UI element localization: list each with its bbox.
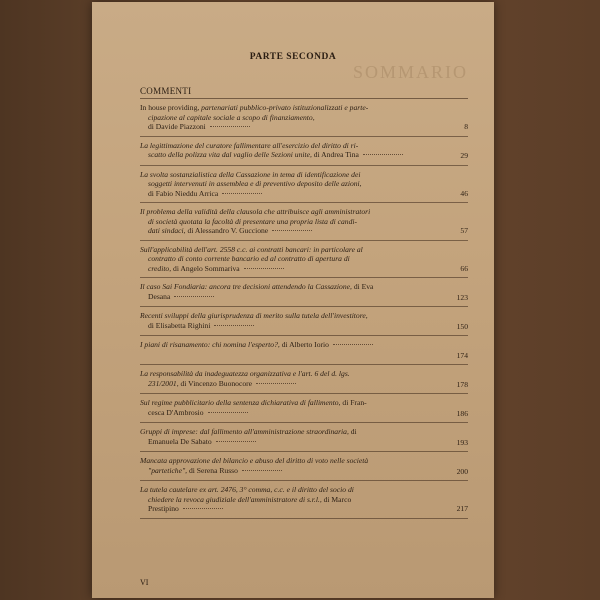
toc-title-italic: 231/2001, — [148, 378, 181, 388]
leader-dots — [183, 508, 223, 509]
leader-dots — [272, 230, 312, 231]
toc-author: cesca D'Ambrosio — [148, 407, 204, 417]
toc-entry — [140, 394, 468, 423]
toc-entry-line: di società quotata la facoltà di presentare una propria lista di candi- — [148, 216, 358, 226]
toc-author: Prestipino — [148, 504, 179, 513]
toc-title-italic: Sul regime pubblicitario della sentenza dichiarativa di fallimento, — [140, 398, 343, 407]
toc-author: di Angelo Sommariva — [173, 263, 240, 273]
toc-author: Desana — [148, 291, 171, 301]
toc-entry-line: La legittimazione del curatore fallimentare all'esercizio del diritto di ri- — [140, 140, 359, 150]
toc-page-number: 178 — [456, 379, 468, 389]
toc-author: di Alessandro V. Guccione — [187, 226, 269, 235]
toc-entry-line — [140, 292, 438, 302]
bleed-through-text: SOMMARIO — [352, 62, 468, 82]
leader-dots — [208, 412, 248, 413]
toc-entry — [140, 452, 468, 481]
leader-dots — [244, 268, 284, 269]
toc-author: di Davide Piazzoni — [148, 122, 206, 131]
toc-page-number: 29 — [460, 151, 468, 160]
toc-entry — [140, 137, 468, 166]
folio-page-number: VI — [140, 578, 149, 587]
toc-entry-line — [140, 504, 438, 514]
toc-entry-line — [140, 103, 438, 113]
toc-author: di Serena Russo — [188, 465, 238, 475]
toc-entry — [140, 166, 468, 204]
toc-page-number: 46 — [460, 188, 468, 198]
toc-page-number: 66 — [460, 263, 468, 273]
toc-title-italic: credito, — [148, 263, 174, 273]
toc-entry — [140, 481, 468, 519]
toc-page-number: 217 — [456, 504, 468, 513]
toc-title-italic: partenariati pubblico-privato istituzionalizzati e parte- — [201, 103, 369, 112]
toc-author: di — [350, 427, 357, 436]
toc-author: di Vincenzo Buonocore — [180, 378, 253, 388]
part-title: PARTE SECONDA — [249, 52, 337, 62]
toc-author: di Alberto Iorio — [281, 340, 329, 349]
toc-entry-line — [140, 321, 438, 331]
toc-author: di Elisabetta Righini — [148, 320, 211, 330]
toc-author: di Marco — [323, 494, 352, 504]
toc-entry — [140, 307, 468, 336]
toc-entry — [140, 241, 468, 279]
toc-page-number: 186 — [456, 408, 468, 418]
toc-entry-line — [140, 379, 438, 389]
leader-dots — [242, 470, 282, 471]
leader-dots — [333, 344, 373, 345]
toc-entry — [140, 278, 468, 307]
toc-page-number: 123 — [456, 292, 468, 302]
toc-entry — [140, 423, 468, 452]
toc-entry-line — [140, 466, 438, 476]
toc-entry-line: Sull'applicabilità dell'art. 2558 c.c. ai contratti bancari: in particolare al — [140, 244, 363, 254]
table-of-contents — [140, 98, 468, 519]
section-label: COMMENTI — [140, 86, 192, 96]
toc-entry-line: La svolta sostanzialistica della Cassazione in tema di identificazione dei — [140, 169, 361, 179]
toc-page-number: 193 — [456, 437, 468, 447]
toc-entry — [140, 203, 468, 241]
toc-entry-line: Il problema della validità della clausola che attribuisce agli amministratori — [140, 207, 371, 216]
toc-title-italic: scatto della polizza vita dal vaglio delle Sezioni unite, — [148, 150, 314, 159]
toc-entry-line — [140, 437, 438, 447]
toc-entry — [140, 99, 468, 137]
book-page — [92, 2, 494, 598]
toc-entry-line: Recenti sviluppi della giurisprudenza di merito sulla tutela dell'investitore, — [140, 311, 368, 320]
leader-dots — [210, 126, 250, 127]
toc-entry — [140, 365, 468, 394]
toc-entry-line — [140, 122, 438, 132]
leader-dots — [174, 296, 214, 297]
leader-dots — [216, 441, 256, 442]
toc-title-roman: In house providing, — [140, 103, 202, 112]
toc-title-italic: Il caso Sai Fondiaria: ancora tre decisioni attendendo la Cassazione, — [140, 282, 354, 291]
leader-dots — [222, 193, 262, 194]
leader-dots — [214, 325, 254, 326]
toc-page-number: 57 — [460, 226, 468, 235]
toc-entry-line — [140, 427, 438, 437]
toc-title-italic: I piani di risanamento: chi nomina l'esperto?, — [140, 340, 282, 349]
toc-entry-line: contratto di conto corrente bancario ed al contratto di apertura di — [148, 254, 350, 263]
toc-entry — [140, 336, 468, 365]
toc-entry-line: cipazione al capitale sociale a scopo di finanziamento, — [148, 112, 315, 122]
toc-entry-line: Mancata approvazione del bilancio e abuso del diritto di voto nelle società — [140, 456, 369, 465]
leader-dots — [256, 383, 296, 384]
toc-entry-line — [140, 408, 438, 418]
toc-author: di Eva — [353, 282, 374, 291]
toc-title-italic: Gruppi di imprese: dal fallimento all'amministrazione straordinaria, — [140, 427, 351, 436]
toc-entry-line — [140, 398, 438, 408]
toc-title-italic: "partetiche", — [148, 465, 189, 475]
toc-entry-line — [140, 282, 438, 292]
toc-entry-line — [140, 150, 438, 160]
toc-entry-line: soggetti intervenuti in assemblea e di preventivo deposito delle azioni, — [148, 179, 362, 188]
toc-entry-line — [140, 264, 438, 274]
toc-author: Emanuela De Sabato — [148, 436, 212, 446]
toc-page-number: 150 — [456, 321, 468, 331]
toc-entry-line — [140, 340, 438, 350]
toc-entry-line: La tutela cautelare ex art. 2476, 3° comma, c.c. e il diritto del socio di — [140, 485, 354, 494]
toc-entry-line — [140, 495, 438, 505]
toc-author: di Andrea Tina — [313, 150, 359, 159]
toc-entry-line: La responsabilità da inadeguatezza organizzativa e l'art. 6 del d. lgs. — [140, 369, 350, 378]
toc-author: di Fabio Nieddu Arrica — [148, 188, 219, 198]
toc-entry-line — [140, 189, 438, 199]
leader-dots — [363, 154, 403, 155]
toc-page-number: 8 — [464, 122, 468, 131]
toc-entry-line — [140, 226, 438, 236]
toc-page-number: 200 — [456, 466, 468, 476]
toc-title-italic: chiedere la revoca giudiziale dell'amministratore di s.r.l., — [148, 494, 324, 504]
toc-title-italic: dati sindaci, — [148, 226, 188, 235]
toc-author: di Fran- — [342, 398, 367, 407]
toc-page-number: 174 — [456, 350, 468, 360]
